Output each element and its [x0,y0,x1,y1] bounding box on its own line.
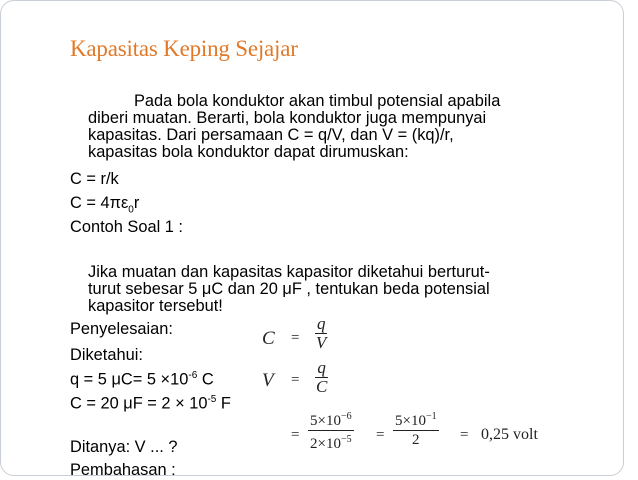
slide-title: Kapasitas Keping Sejajar [70,36,298,61]
math-fraction-q-over-c [314,360,329,395]
intro-line-1: Pada bola konduktor akan timbul potensial apabila [134,92,501,110]
math-row3-num1-exp: −6 [340,411,352,422]
intro-line-4: kapasitas bola konduktor dapat dirumuskan: [88,143,409,161]
solution-label: Penyelesaian: [70,320,173,338]
known-c-exp: -5 [207,394,217,405]
math-fraction-q-over-v [314,316,328,351]
intro-line-3: kapasitas. Dari persamaan C = q/V, dan V = (kq)/r, [88,126,454,144]
example-line-2: turut sebesar 5 μC dan 20 μF , tentukan beda potensial [88,280,490,298]
math-row2-den: C [316,377,328,396]
math-row1-num: q [316,314,326,333]
math-row3-den2: 2 [412,432,420,448]
math-c-lhs: C [262,328,275,349]
example-line-1: Jika muatan dan kapasitas kapasitor diketahui berturut- [88,263,490,281]
known-q [70,370,214,389]
example-line-3: kapasitor tersebut! [88,297,223,315]
example-paragraph [88,264,490,315]
math-row3-equals-3: = [460,427,469,443]
math-row3-den1: 2×10 [310,436,341,452]
known-q-pre: q = 5 μC= 5 ×10 [70,370,189,389]
example-title: Contoh Soal 1 : [70,218,183,236]
math-row3-equals-2: = [376,427,385,443]
math-row3-den1-exp: −5 [340,434,352,445]
known-q-post: C [197,370,214,389]
known-label: Diketahui: [70,346,143,364]
math-row3-num1: 5×10 [310,413,341,429]
intro-paragraph [88,93,500,161]
formula-c-4pi [70,194,139,215]
known-c [70,394,231,413]
known-c-pre: C = 20 μF = 2 × 10 [70,394,208,413]
intro-line-2: diberi muatan. Berarti, bola konduktor juga mempunyai [88,109,487,127]
formula-c-4pi-post: r [133,194,140,212]
math-row3-num2: 5×10 [395,413,426,429]
math-row2-num: q [317,358,326,377]
math-result: 0,25 volt [481,426,538,443]
math-fraction-5e-6-over-2e-5 [308,409,354,452]
math-row3-num2-exp: −1 [425,411,437,422]
asked-line: Ditanya: V ... ? [70,438,178,456]
formula-c-4pi-sub: 0 [128,204,134,216]
math-row1-equals: = [291,330,300,346]
math-row2-equals: = [291,372,300,388]
formula-c-4pi-pre: C = 4πε [70,194,129,212]
known-c-post: F [216,394,231,413]
discussion-label: Pembahasan : [70,461,176,479]
math-v-lhs: V [262,370,274,391]
formula-c-r-k: C = r/k [70,170,119,188]
known-q-exp: -6 [188,370,198,381]
math-row1-den: V [316,333,327,352]
math-fraction-5e-1-over-2 [393,409,439,448]
math-row3-equals-1: = [291,427,300,443]
